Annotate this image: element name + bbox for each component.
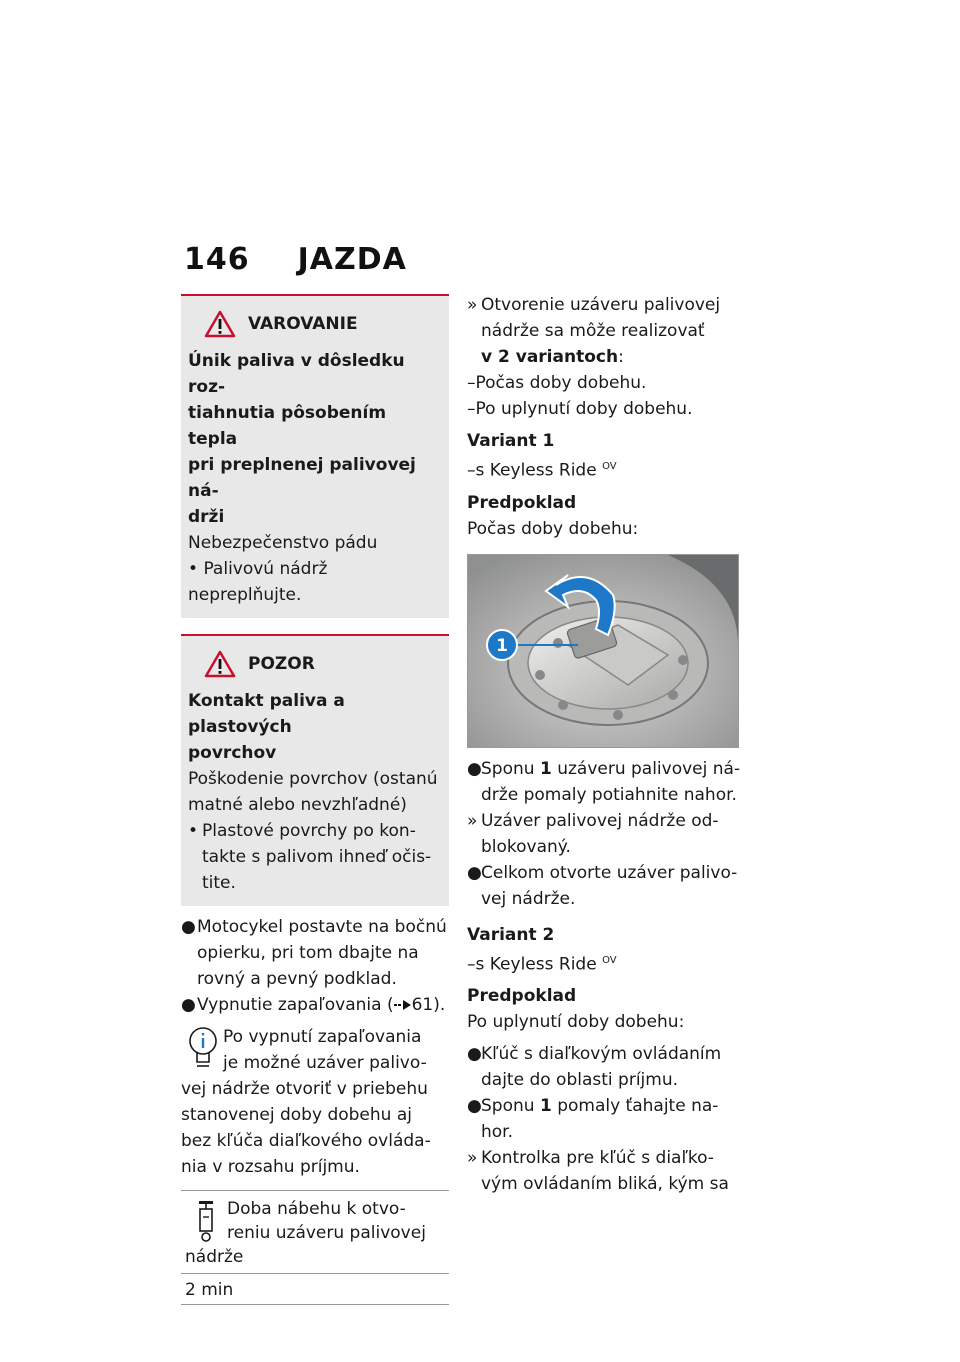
- stopwatch-icon: [185, 1197, 227, 1245]
- info-line: stanovenej doby dobehu aj: [181, 1105, 412, 1125]
- result-line: blokovaný.: [481, 836, 571, 857]
- result-unlocked: » Uzáver palivovej nádrže od- blokovaný.: [467, 808, 742, 860]
- warning-text: Nebezpečenstvo pádu: [188, 533, 378, 553]
- caution-subtitle-line: povrchov: [188, 743, 277, 763]
- keyless-text: s Keyless Ride: [475, 460, 597, 481]
- intro-line: Otvorenie uzáveru palivovej: [481, 295, 721, 315]
- step-ref-number: 1: [539, 1096, 552, 1117]
- info-line: nia v rozsahu príjmu.: [181, 1157, 360, 1177]
- ov-marker: OV: [602, 461, 617, 472]
- step-text: uzáveru palivovej ná-: [557, 758, 741, 779]
- spec-value: 2 min: [185, 1280, 234, 1300]
- step-line: Motocykel postavte na bočnú: [197, 917, 447, 937]
- step-line: hor.: [481, 1122, 514, 1143]
- step-open-cap: ● Celkom otvorte uzáver palivo- vej nádrže.: [467, 860, 742, 912]
- caution-bullet-line: tite.: [202, 873, 236, 893]
- intro-colon: :: [618, 347, 624, 367]
- result-line: Kontrolka pre kľúč s diaľko-: [481, 1148, 714, 1169]
- caution-text-line: Poškodenie povrchov (ostanú: [188, 769, 438, 789]
- warning-subtitle-line: Únik paliva v dôsledku roz-: [188, 351, 405, 397]
- intro-line: [481, 344, 742, 370]
- info-line: je možné uzáver palivo-: [223, 1053, 427, 1073]
- step-line: vej nádrže.: [481, 888, 576, 909]
- step-pull-clip: ● Sponu 1 uzáveru palivovej ná- drže pomaly potiahnite nahor.: [467, 756, 742, 808]
- info-note: [181, 1024, 449, 1180]
- caution-title: POZOR: [248, 654, 315, 674]
- warning-subtitle-line: tiahnutia pôsobením tepla: [188, 403, 387, 449]
- prerequisite-text: Počas doby dobehu:: [467, 518, 639, 539]
- spec-label-line: Doba nábehu k otvo-: [227, 1199, 406, 1219]
- step-line: drže pomaly potiahnite nahor.: [481, 784, 737, 805]
- prerequisite-heading: Predpoklad: [467, 492, 577, 513]
- result-line: Uzáver palivovej nádrže od-: [481, 810, 719, 831]
- intro-line: nádrže sa môže realizovať: [481, 321, 705, 341]
- warning-box: [181, 294, 449, 618]
- left-column: [181, 294, 449, 1305]
- variant-list-item: –Po uplynutí doby dobehu.: [467, 399, 693, 419]
- prerequisite-heading: Predpoklad: [467, 986, 577, 1007]
- right-column: [467, 292, 742, 1197]
- keyless-text: s Keyless Ride: [475, 954, 597, 975]
- info-line: vej nádrže otvoriť v priebehu: [181, 1079, 428, 1099]
- step-line: opierku, pri tom dbajte na: [197, 943, 419, 963]
- caution-text: [188, 766, 441, 818]
- page-header: [184, 242, 407, 277]
- step-line: rovný a pevný podklad.: [197, 969, 397, 989]
- ov-marker: OV: [602, 954, 617, 966]
- intro-bold: v 2 variantoch: [481, 347, 619, 367]
- step-line: Kľúč s diaľkovým ovládaním: [481, 1044, 722, 1065]
- step-line: Celkom otvorte uzáver palivo-: [481, 862, 738, 883]
- step-ref-number: 1: [539, 758, 552, 779]
- warning-triangle-icon: [204, 650, 236, 678]
- warning-subtitle: [188, 348, 441, 530]
- caution-bullet: • Plastové povrchy po kon- takte s palivom ihneď očis- tite.: [188, 818, 441, 896]
- variant-1-heading: Variant 1: [467, 431, 555, 451]
- warning-bullet: • Palivovú nádrž nepreplňujte.: [188, 559, 328, 605]
- keyless-note: –s Keyless Ride $^{OV}$: [467, 954, 617, 975]
- caution-text-line: matné alebo nevzhľadné): [188, 795, 407, 815]
- step-pull-clip-slow: ● Sponu 1 pomaly ťahajte na- hor.: [467, 1093, 742, 1145]
- step-line: dajte do oblasti príjmu.: [481, 1070, 679, 1091]
- caution-bullet-line: Plastové povrchy po kon-: [202, 821, 416, 841]
- warning-subtitle-line: drži: [188, 507, 225, 527]
- spec-table: [181, 1190, 449, 1305]
- spec-label-row: [181, 1191, 449, 1274]
- section-title: JAZDA: [297, 242, 407, 277]
- step-ignition-off: ● Vypnutie zapaľovania ( 61).: [181, 995, 446, 1015]
- variant-option: Po uplynutí doby dobehu.: [475, 399, 693, 419]
- caution-subtitle: [188, 688, 441, 766]
- caution-bullet-line: takte s palivom ihneď očis-: [202, 847, 432, 867]
- page-reference[interactable]: 61).: [411, 995, 446, 1015]
- step-text: Sponu: [481, 1096, 535, 1117]
- spec-label-line: nádrže: [185, 1247, 244, 1267]
- result-line: vým ovládaním bliká, kým sa: [481, 1174, 729, 1195]
- info-line: Po vypnutí zapaľovania: [223, 1027, 422, 1047]
- photo-callout-1: 1: [496, 635, 508, 656]
- prerequisite-text: Po uplynutí doby dobehu:: [467, 1012, 685, 1033]
- page-reference-arrow-icon: [394, 999, 412, 1011]
- keyless-note: –s Keyless Ride $^{OV}$: [467, 460, 617, 481]
- step-key-in-range: ● Kľúč s diaľkovým ovládaním dajte do oblasti príjmu.: [467, 1041, 742, 1093]
- warning-subtitle-line: pri preplnenej palivovej ná-: [188, 455, 416, 501]
- result-intro: » Otvorenie uzáveru palivovej nádrže sa môže realizovať v 2 variantoch:: [467, 292, 742, 370]
- page-number: 146: [184, 242, 250, 277]
- variant-2-heading: Variant 2: [467, 924, 555, 945]
- step-line: [481, 1093, 742, 1119]
- warning-title: VAROVANIE: [248, 314, 358, 334]
- spec-label-line: reniu uzáveru palivovej: [227, 1223, 426, 1243]
- step-text: Sponu: [481, 758, 535, 779]
- caution-subtitle-line: Kontakt paliva a plastových: [188, 691, 345, 737]
- variant-option: Počas doby dobehu.: [475, 373, 647, 393]
- result-indicator: » Kontrolka pre kľúč s diaľko- vým ovládaním bliká, kým sa: [467, 1145, 742, 1197]
- caution-box: [181, 634, 449, 906]
- step-line: [481, 756, 742, 782]
- variant-list-item: –Počas doby dobehu.: [467, 373, 647, 393]
- step-park: ● Motocykel postavte na bočnú opierku, pri tom dbajte na rovný a pevný podklad.: [181, 914, 449, 992]
- fuel-cap-photo: [467, 554, 739, 748]
- step-text: Vypnutie zapaľovania (: [197, 995, 394, 1015]
- info-icon: [181, 1024, 223, 1074]
- warning-triangle-icon: [204, 310, 236, 338]
- warning-bullet-text: Palivovú nádrž nepreplňujte.: [188, 559, 328, 605]
- step-text: pomaly ťahajte na-: [557, 1096, 719, 1117]
- info-line: bez kľúča diaľkového ovláda-: [181, 1131, 431, 1151]
